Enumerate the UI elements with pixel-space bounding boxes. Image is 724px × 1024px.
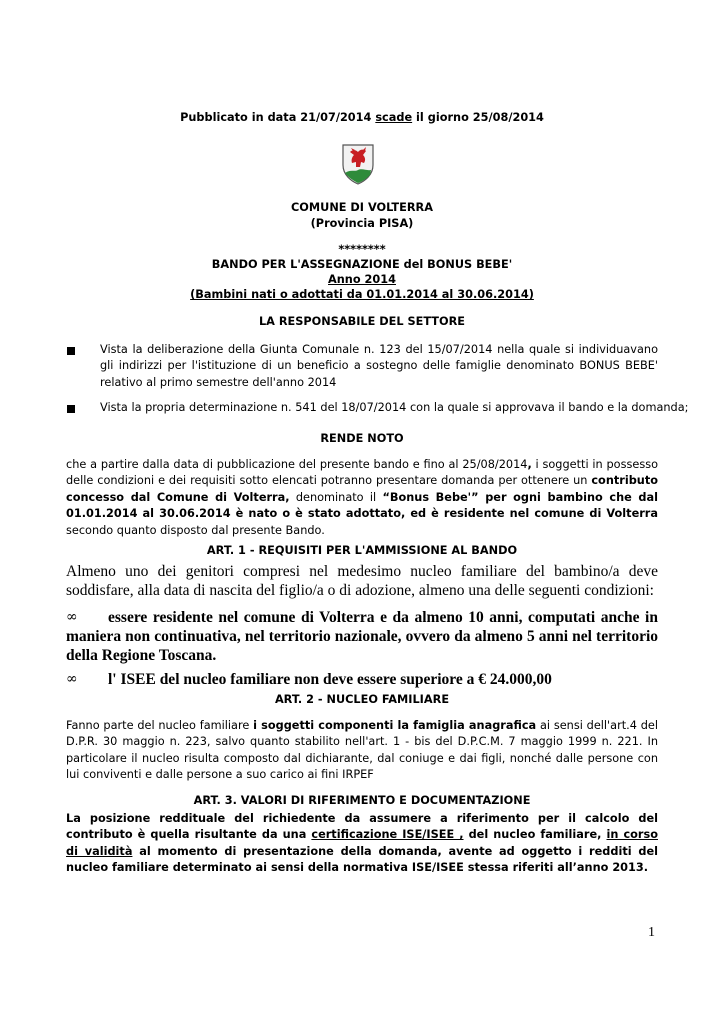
rende-noto-text: , [527, 458, 532, 471]
rende-noto-bold: “Bonus Bebe'” per ogni bambino che dal 01.01.2014 al 30.06.2014 è nato o è stato adottato, ed è residente nel comune di Volterra [66, 490, 658, 521]
rende-noto-bold: contributo concesso dal Comune di Volterra, [66, 474, 658, 504]
stars-separator: ******** [338, 243, 386, 256]
art2-bold: i soggetti componenti la famiglia anagrafica [253, 719, 537, 732]
art3-underlined: certificazione ISE/ISEE , [311, 828, 464, 842]
premise-item: Vista la propria determinazione n. 541 del 18/07/2014 con la quale si approvava il bando e la domanda; [100, 401, 689, 414]
art1-condition: l' ISEE del nucleo familiare non deve essere superiore a € 24.000,00 [108, 671, 552, 688]
rende-noto-heading: RENDE NOTO [320, 432, 404, 445]
publication-line [0, 110, 724, 126]
page-number: 1 [648, 925, 655, 940]
art3-text: al momento di presentazione della domanda, avente ad oggetto i redditi del nucleo familiare determinato ai sensi della normativa ISE/ISEE stessa riferiti all’anno 2013. [66, 844, 658, 875]
published-suffix: il giorno 25/08/2014 [412, 111, 544, 124]
art2-paragraph [66, 718, 658, 784]
art1-intro: Almeno uno dei genitori compresi nel medesimo nucleo familiare del bambino/a deve soddisfare, alla data di nascita del figlio/a o di adozione, almeno una delle seguenti condizioni: [66, 563, 658, 599]
art2-text: Fanno parte del nucleo familiare [66, 719, 254, 732]
volterra-crest-icon [341, 143, 375, 185]
published-scade: scade [375, 111, 413, 124]
art1-heading: ART. 1 - REQUISITI PER L'AMMISSIONE AL BANDO [206, 544, 518, 557]
bambini-title: (Bambini nati o adottati da 01.01.2014 al 30.06.2014) [190, 288, 534, 301]
rende-noto-text: i soggetti in possesso delle condizioni e dei requisiti sotto elencati potranno presentare domanda per ottenere un [66, 458, 658, 488]
comune-title: COMUNE DI VOLTERRA [291, 201, 433, 214]
art2-text: ai sensi dell'art.4 del D.P.R. 30 maggio n. 223, salvo quanto stabilito nell'art. 1 - bis del D.P.C.M. 7 maggio 1999 n. 221. In particolare il nucleo risulta composto dal dichiarante, dal coniuge e dai figli, nonché dalle persone con lui conviventi e dalle persone a suo carico ai fini IRPEF [66, 719, 658, 782]
anno-title: Anno 2014 [328, 273, 396, 286]
art3-paragraph [66, 811, 658, 877]
art3-underlined: in corso di validità [66, 828, 658, 858]
rende-noto-text: denominato il [289, 490, 383, 504]
rende-noto-text: che a partire dalla data di pubblicazione del presente bando e fino al 25/08/2014 [66, 458, 528, 471]
premise-item: Vista la deliberazione della Giunta Comunale n. 123 del 15/07/2014 nella quale si individuavano gli indirizzi per l'istituzione di un beneficio a sostegno delle famiglie denominato BONUS BEBE' relativo al primo semestre dell'anno 2014 [100, 343, 658, 389]
rende-noto-paragraph [66, 457, 658, 539]
provincia-title: (Provincia PISA) [310, 217, 414, 230]
bando-title: BANDO PER L'ASSEGNAZIONE del BONUS BEBE' [211, 258, 513, 271]
square-bullet-icon [67, 405, 75, 413]
published-prefix: Pubblicato in data 21/07/2014 [180, 111, 376, 124]
infinity-bullet-icon: ∞ [66, 671, 78, 687]
responsabile-heading: LA RESPONSABILE DEL SETTORE [258, 315, 466, 328]
rende-noto-text: secondo quanto disposto dal presente Bando. [66, 523, 325, 537]
infinity-bullet-icon: ∞ [66, 609, 78, 625]
art3-text: del nucleo familiare, [463, 828, 607, 842]
art3-text: La posizione reddituale del richiedente da assumere a riferimento per il calcolo del contributo è quella risultante da una [66, 812, 658, 842]
art1-condition: essere residente nel comune di Volterra e da almeno 10 anni, computati anche in maniera non continuativa, nel territorio nazionale, ovvero da almeno 5 anni nel territorio della Regione Toscana. [66, 609, 658, 664]
square-bullet-icon [67, 347, 75, 355]
art3-heading: ART. 3. VALORI DI RIFERIMENTO E DOCUMENTAZIONE [193, 794, 531, 807]
art2-heading: ART. 2 - NUCLEO FAMILIARE [274, 693, 450, 706]
